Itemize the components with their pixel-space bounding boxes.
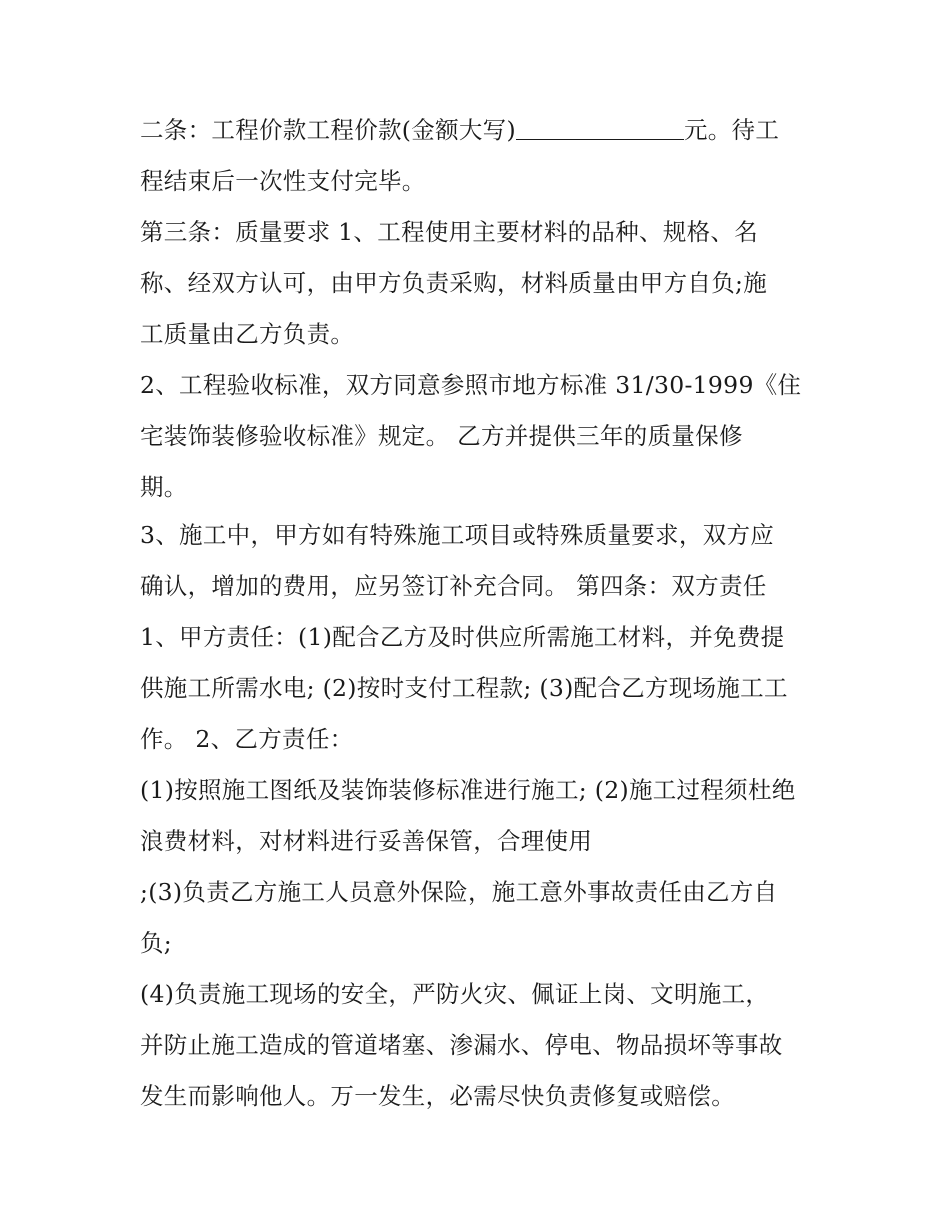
line-1-before: 二条：工程价款工程价款(金额大写) [140, 116, 516, 144]
text-line-4: 称、经双方认可，由甲方负责采购，材料质量由甲方自负;施 [140, 269, 768, 297]
text-line-18: (4)负责施工现场的安全，严防火灾、佩证上岗、文明施工， [140, 980, 770, 1008]
text-line-10: 确认，增加的费用，应另签订补充合同。 第四条：双方责任 [140, 572, 767, 600]
amount-blank-field [516, 117, 684, 140]
text-line-8: 期。 [140, 473, 188, 501]
text-line-20: 发生而影响他人。万一发生，必需尽快负责修复或赔偿。 [140, 1082, 735, 1110]
text-line-13: 作。 2、乙方责任： [140, 725, 354, 753]
text-line-2: 程结束后一次性支付完毕。 [140, 167, 426, 195]
text-line-5: 工质量由乙方负责。 [140, 320, 355, 348]
text-line-15: 浪费材料，对材料进行妥善保管，合理使用 [140, 827, 593, 855]
text-line-9: 3、施工中，甲方如有特殊施工项目或特殊质量要求，双方应 [140, 521, 775, 549]
text-line-7: 宅装饰装修验收标准》规定。 乙方并提供三年的质量保修 [140, 422, 743, 450]
line-1-after: 元。待工 [683, 116, 780, 144]
text-line-1 [140, 115, 830, 145]
text-line-19: 并防止施工造成的管道堵塞、渗漏水、停电、物品损坏等事故 [140, 1031, 783, 1059]
text-line-12: 供施工所需水电; (2)按时支付工程款; (3)配合乙方现场施工工 [140, 674, 788, 702]
text-line-16: ;(3)负责乙方施工人员意外保险，施工意外事故责任由乙方自 [140, 878, 778, 906]
text-line-11: 1、甲方责任：(1)配合乙方及时供应所需施工材料，并免费提 [140, 623, 785, 651]
text-line-3: 第三条：质量要求 1、工程使用主要材料的品种、规格、名 [140, 218, 759, 246]
text-line-14: (1)按照施工图纸及装饰装修标准进行施工; (2)施工过程须杜绝 [140, 776, 796, 804]
text-line-17: 负; [140, 929, 173, 957]
text-line-6: 2、工程验收标准，双方同意参照市地方标准 31/30-1999《住 [140, 371, 802, 399]
